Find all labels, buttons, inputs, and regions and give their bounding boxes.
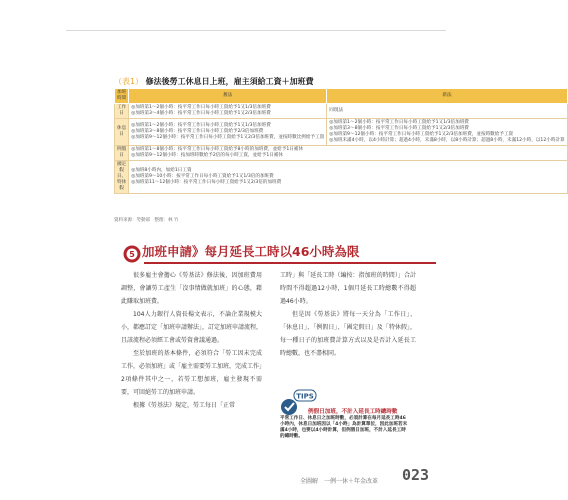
section-heading <box>122 240 437 266</box>
table-title-text: 修法後勞工休息日上班，雇主須給工資＋加班費 <box>145 77 314 86</box>
table-source: 資料來源：勞動部 整理：林 竹 <box>114 218 179 223</box>
table-cell-old-law <box>129 161 567 194</box>
table-cell-line: ◎加班第9～10小時：按平常工作日每小時工資給予1又1/3倍的加班費 <box>131 174 274 179</box>
table-cell-line: ◎加班第1～2個小時：按平常工作日每小時工資給予1又1/3倍加班費 <box>329 120 469 125</box>
table-header-new-law: 新法 <box>327 89 567 104</box>
tips-text: 平常工作日、休息日之加班時數，必須計算在每月延長工時46小時內，休息日加班因以「4小時」為計算單位，因此加班若未滿4小時，也要以4小時計算，但例假日加班，不計入延長工時的總時數。 <box>280 416 408 439</box>
table-cell-line: ◎加班第1～2個小時：按平常工作日每小時工資給予1又1/3倍加班費 <box>131 105 271 110</box>
table-cell-old-law <box>129 119 327 146</box>
table-row <box>115 146 568 161</box>
body-left-column <box>121 269 262 412</box>
table-cell-line: ◎加班第9～12個小時：按平常工作日每小時工資給予1又2/3倍加班費，並按時數比例給予工資 <box>131 135 325 140</box>
table-cell-line: ◎加班第3～8個小時：按平常工作日每小時工資給予1又2/3倍加班費 <box>329 126 469 131</box>
table-header-period: 加班時間 <box>115 89 129 104</box>
table-cell-line: ◎加班第9～12個小時：按平常工作日每小時工資給予1又2/3倍加班費，並按時數給予工資 <box>329 132 514 137</box>
table-cell-period: 國定假日、特休假 <box>115 161 129 194</box>
table-cell-line: ◎加班第11～12個小時：按平常工作日每小時工資給予1又2/3倍的加班費 <box>131 180 282 185</box>
table-title <box>114 76 314 87</box>
table-cell-line: ◎加班第1～8個小時：按平常工作日每小時工資給予8小時的加班費，並給予1日補休 <box>131 147 304 152</box>
table-cell-line: ◎加班第1～2個小時：按平常工作日每小時工資給予1又1/3倍加班費 <box>131 123 271 128</box>
body-right-column <box>280 269 416 360</box>
overtime-pay-table <box>114 88 568 194</box>
body-paragraph: 至於加班的基本條件，必須符合「勞工因未完成工作，必須加班」或「雇主需要勞工加班，完成工作」2項條件其中之一，若勞工想加班，雇主發現不需要，可回絕勞工的加班申請。 <box>121 350 263 396</box>
table-title-prefix: （表1） <box>114 77 144 86</box>
section-underline <box>144 262 436 264</box>
table-cell-old-law <box>129 104 327 119</box>
body-paragraph: 104人力銀行人資長楊文表示，不論企業規模大小，都應訂定「加班申請辦法」，訂定加班申請流程，且該流程必須經工會或勞資會議通過。 <box>121 311 263 344</box>
section-number: 5 <box>129 250 135 259</box>
body-paragraph: 但是因《勞基法》將每一天分為「工作日」、「休息日」、「例假日」、「國定假日」及「特休假」，每一種日子的加班費計算方式以及是否計入延長工時總數，也不盡相同。 <box>280 311 416 357</box>
table-cell-period: 休息日 <box>115 119 129 146</box>
section-title: 加班申請》每月延長工時以46小時為限 <box>142 244 360 259</box>
table-cell-old-law <box>129 146 567 161</box>
footer-book-title: 全圖解 一例一休＋年金改革 <box>300 478 379 485</box>
page-number: 023 <box>402 466 430 484</box>
body-paragraph: 根據《勞基法》規定，勞工每日「正常 <box>133 402 236 409</box>
table-cell-line: ◎加班未滿4小時，以4小時計算；超過4小時，未滿8小時，以8小時計算；超過8小時，未滿12小時，以12小時計算 <box>329 138 565 143</box>
table-header-old-law: 舊法 <box>129 89 327 104</box>
table-cell-line: ◎加班第3～4個小時：按平常工作日每小時工資給予1又2/3倍加班費 <box>131 111 271 116</box>
tips-box <box>280 388 418 450</box>
section-number-icon <box>122 244 142 264</box>
table-cell-line: ◎加班8小時內，加給1日工資 <box>131 168 192 173</box>
table-cell-line: ◎加班第9～12個小時：按加班時數給予2倍的每小時工資，並給予1日補休 <box>131 153 284 158</box>
tips-badge-label: TIPS <box>296 392 314 401</box>
table-cell-period: 工作日 <box>115 104 129 119</box>
table-row <box>115 161 568 194</box>
table-cell-new-law <box>327 119 567 146</box>
body-paragraph: 很多雇主會擔心《勞基法》修法後，因加班費用調整，會讓勞工產生「沒事情做就加班」的心態，藉此賺取加班費。 <box>121 272 262 305</box>
table-row <box>115 119 568 146</box>
table-cell-new-law: 同現法 <box>327 104 567 119</box>
table-cell-line: ◎加班第3～8個小時：按平常工作日每小時工資給予2/3倍加班費 <box>131 129 264 134</box>
body-paragraph: 工時」與「延長工時（編按：指加班的時間）」合計時間不得超過12小時，1個月延長工時總數不得超過46小時。 <box>280 272 416 305</box>
table-row <box>115 104 568 119</box>
table-cell-period: 例假日 <box>115 146 129 161</box>
tips-title: 例假日加班，不計入延長工時總時數 <box>308 409 398 415</box>
